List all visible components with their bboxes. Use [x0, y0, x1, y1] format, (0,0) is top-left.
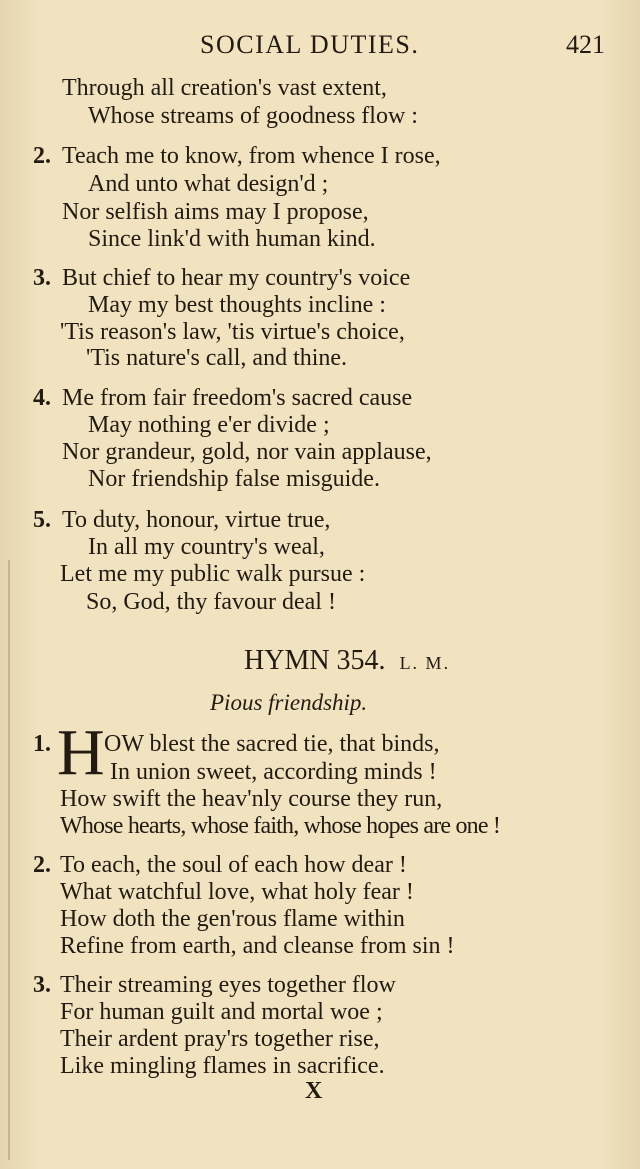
- verse-line: Nor grandeur, gold, nor vain applause,: [62, 439, 432, 465]
- running-head-title: SOCIAL DUTIES.: [200, 30, 420, 59]
- verse-line: OW blest the sacred tie, that binds,: [104, 731, 440, 757]
- verse-line: But chief to hear my country's voice: [62, 265, 411, 291]
- page-edge-shadow: [8, 560, 10, 1160]
- verse-line: And unto what design'd ;: [88, 171, 329, 197]
- hymn-number: HYMN 354.: [244, 645, 386, 676]
- verse-line: Nor friendship false misguide.: [88, 466, 380, 492]
- verse-line: What watchful love, what holy fear !: [60, 879, 414, 905]
- verse-line: To duty, honour, virtue true,: [62, 507, 331, 533]
- hymn-subtitle: Pious friendship.: [210, 690, 368, 715]
- hymn-meter: L. M.: [399, 653, 451, 673]
- verse-line: Refine from earth, and cleanse from sin !: [60, 933, 455, 959]
- continuation-line: Whose streams of goodness flow :: [88, 103, 418, 129]
- running-head: [0, 30, 640, 64]
- page-number: 421: [566, 30, 605, 59]
- verse-line: Since link'd with human kind.: [88, 226, 376, 252]
- verse-line: In union sweet, according minds !: [110, 759, 437, 785]
- verse-line: So, God, thy favour deal !: [86, 589, 336, 615]
- verse-line: Whose hearts, whose faith, whose hopes are one !: [60, 813, 501, 839]
- verse-line: 'Tis reason's law, 'tis virtue's choice,: [60, 319, 405, 345]
- verse-line: Teach me to know, from whence I rose,: [62, 143, 441, 169]
- stanza-number: 2.: [33, 852, 51, 878]
- verse-line: Their streaming eyes together flow: [60, 972, 396, 998]
- verse-line: To each, the soul of each how dear !: [60, 852, 407, 878]
- verse-line: For human guilt and mortal woe ;: [60, 999, 383, 1025]
- verse-line: Their ardent pray'rs together rise,: [60, 1026, 380, 1052]
- verse-line: How swift the heav'nly course they run,: [60, 786, 443, 812]
- verse-line: Like mingling flames in sacrifice.: [60, 1053, 385, 1079]
- verse-line: In all my country's weal,: [88, 534, 325, 560]
- verse-line: May my best thoughts incline :: [88, 292, 386, 318]
- drop-cap: H: [57, 716, 105, 789]
- verse-line: Let me my public walk pursue :: [60, 561, 366, 587]
- verse-line: How doth the gen'rous flame within: [60, 906, 405, 932]
- verse-line: Nor selfish aims may I propose,: [62, 199, 369, 225]
- continuation-line: Through all creation's vast extent,: [62, 75, 387, 101]
- hymn-title: [244, 645, 450, 679]
- verse-line: May nothing e'er divide ;: [88, 412, 330, 438]
- stanza-number: 5.: [33, 507, 51, 533]
- stanza-number: 3.: [33, 972, 51, 998]
- stanza-number: 3.: [33, 265, 51, 291]
- stanza-number: 1.: [33, 731, 51, 757]
- stanza-number: 4.: [33, 385, 51, 411]
- catchword: X: [305, 1078, 323, 1104]
- verse-line: Me from fair freedom's sacred cause: [62, 385, 413, 411]
- verse-line: 'Tis nature's call, and thine.: [86, 345, 348, 371]
- stanza-number: 2.: [33, 143, 51, 169]
